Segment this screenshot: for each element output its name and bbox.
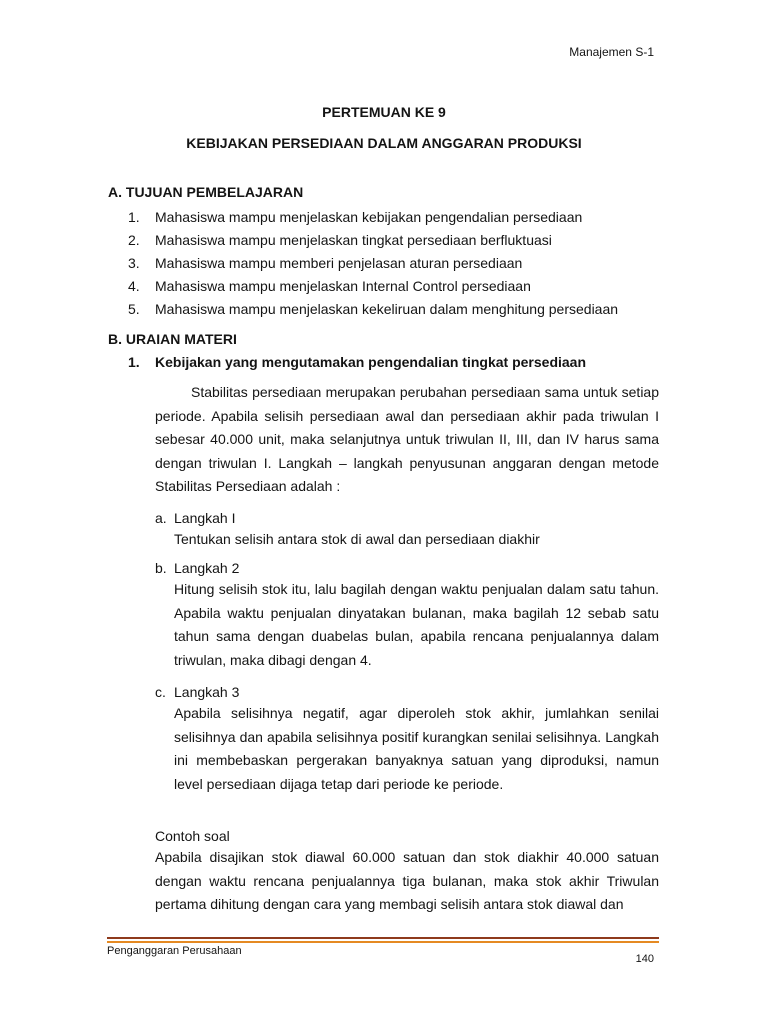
- list-item-number: 4.: [128, 278, 140, 294]
- list-item: Mahasiswa mampu memberi penjelasan aturan persediaan: [155, 255, 523, 271]
- section-a-heading: A. TUJUAN PEMBELAJARAN: [108, 184, 304, 200]
- intro-paragraph: [155, 381, 659, 499]
- list-item-number: 3.: [128, 255, 140, 271]
- step-text: Hitung selisih stok itu, lalu bagilah dengan waktu penjualan dalam satu tahun. Apabila waktu penjualan dinyatakan bulanan, maka bagilah 12 sebab satu tahun sama dengan duabelas bulan, apabila rencana penjualannya dalam triwulan, maka dibagi dengan 4.: [174, 581, 659, 668]
- example-heading: Contoh soal: [155, 828, 230, 844]
- page-number: 140: [635, 953, 654, 965]
- list-item: Mahasiswa mampu menjelaskan kekeliruan dalam menghitung persediaan: [155, 301, 619, 317]
- list-item: Mahasiswa mampu menjelaskan Internal Control persediaan: [155, 278, 531, 294]
- footer-rule-accent: [107, 941, 659, 943]
- chapter-title: KEBIJAKAN PERSEDIAAN DALAM ANGGARAN PRODUKSI: [186, 135, 582, 151]
- step-text: Tentukan selisih antara stok di awal dan persediaan diakhir: [174, 531, 540, 547]
- subsection-title: Kebijakan yang mengutamakan pengendalian tingkat persediaan: [155, 354, 587, 370]
- list-item-number: 1.: [128, 209, 140, 225]
- meeting-title: PERTEMUAN KE 9: [322, 104, 446, 120]
- step-text: Apabila selisihnya negatif, agar diperoleh stok akhir, jumlahkan senilai selisihnya dan apabila selisihnya positif kurangkan senilai selisihnya. Langkah ini membebaskan pergerakan banyaknya satuan yang diproduksi, namun level persediaan dijaga tetap dari periode ke periode.: [174, 705, 659, 792]
- step-title: Langkah 3: [174, 684, 240, 700]
- section-b-heading: B. URAIAN MATERI: [108, 331, 237, 347]
- footer-rule: [107, 937, 659, 939]
- step-title: Langkah 2: [174, 560, 240, 576]
- intro-text: Stabilitas persediaan merupakan perubahan persediaan sama untuk setiap periode. Apabila selisih persediaan awal dan persediaan akhir pada triwulan I sebesar 40.000 unit, maka selanjutnya untuk triwulan II, III, dan IV harus sama dengan triwulan I. Langkah – langkah penyusunan anggaran dengan metode Stabilitas Persediaan adalah :: [155, 384, 659, 494]
- step-letter: c.: [155, 684, 166, 700]
- step-letter: a.: [155, 510, 167, 526]
- example-text: Apabila disajikan stok diawal 60.000 satuan dan stok diakhir 40.000 satuan dengan waktu rencana penjualannya tiga bulanan, maka stok akhir Triwulan pertama dihitung dengan cara yang membagi selisih antara stok diawal dan: [155, 849, 659, 912]
- list-item: Mahasiswa mampu menjelaskan tingkat persediaan berfluktuasi: [155, 232, 552, 248]
- subsection-number: 1.: [128, 354, 140, 370]
- list-item: Mahasiswa mampu menjelaskan kebijakan pengendalian persediaan: [155, 209, 583, 225]
- footer-course-name: Penganggaran Perusahaan: [107, 945, 242, 957]
- running-header: Manajemen S-1: [569, 45, 654, 59]
- list-item-number: 5.: [128, 301, 140, 317]
- step-title: Langkah I: [174, 510, 236, 526]
- step-letter: b.: [155, 560, 167, 576]
- list-item-number: 2.: [128, 232, 140, 248]
